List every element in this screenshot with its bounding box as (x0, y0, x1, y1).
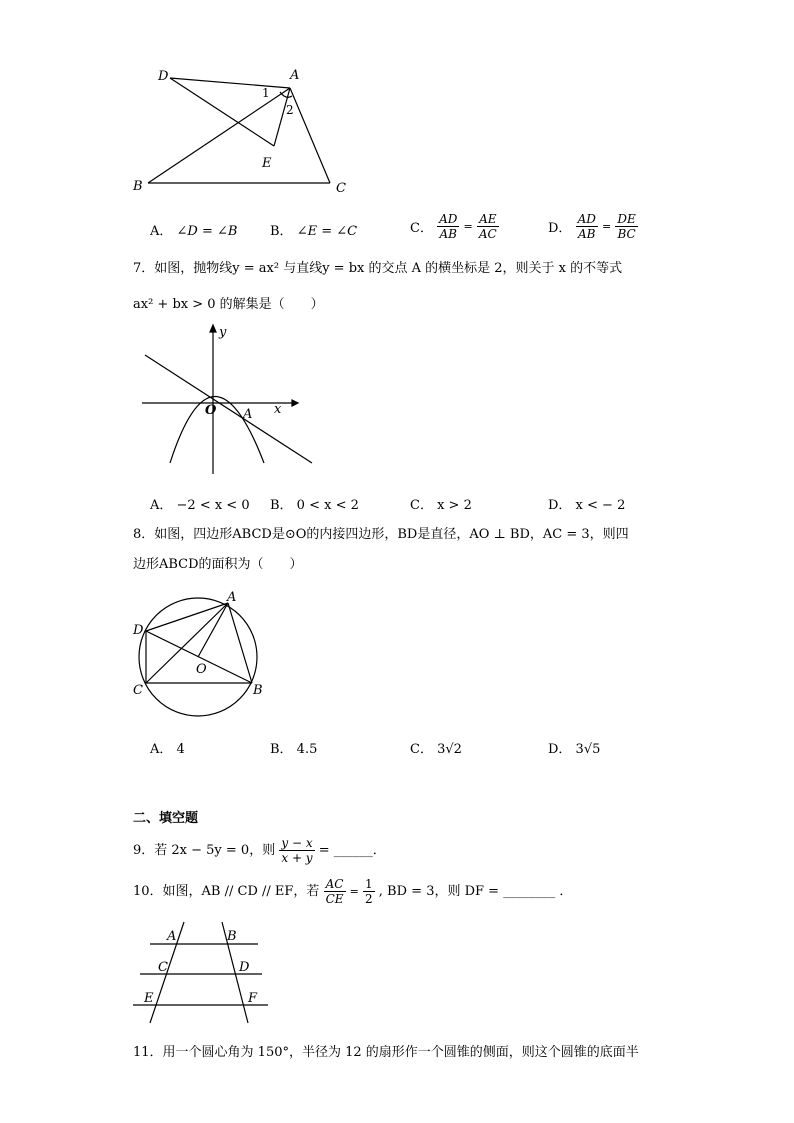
q10-label-a: A (167, 929, 177, 944)
q7-text-line2: ax² + bx > 0 的解集是（ ） (133, 297, 324, 312)
q6-c-frac2: $\frac{AE}{AC}$ (478, 212, 497, 241)
q8-text-line2: 边形ABCD的面积为（ ） (133, 557, 303, 572)
q6-label-2: 2 (286, 103, 294, 117)
q6-d-frac1: $\frac{AD}{AB}$ (577, 212, 596, 241)
q7-label-y: y (219, 325, 227, 340)
q7-label-o: O (205, 403, 217, 418)
q6-label-c: C (336, 181, 346, 196)
q6-label-b: B (133, 179, 143, 194)
q6-label-a: A (290, 68, 300, 83)
q6-option-c[interactable]: C． $\frac{AD}{AB}$ = $\frac{AE}{AC}$ (410, 212, 497, 241)
q7-option-d[interactable]: D． x < − 2 (548, 498, 626, 513)
q10-label-c: C (158, 960, 168, 975)
q8-label-d: D (133, 623, 144, 638)
q6-label-1: 1 (262, 86, 270, 100)
q6-label-e: E (262, 156, 272, 171)
q6-label-d: D (158, 69, 169, 84)
q8-option-b[interactable]: B． 4.5 (270, 742, 318, 757)
q10-label-e: E (144, 991, 154, 1006)
q10-text: 10．如图，AB // CD // EF，若 $\frac{AC}{CE}$ = $\frac{1}{2}$ , BD = 3，则 DF = ________ ． (133, 877, 573, 906)
q10-fraction-ac-ce: $\frac{AC}{CE}$ (325, 877, 344, 906)
q7-option-c[interactable]: C． x > 2 (410, 498, 472, 513)
q7-option-b[interactable]: B． 0 < x < 2 (270, 498, 359, 513)
q11-text-line1: 11．用一个圆心角为 150°，半径为 12 的扇形作一个圆锥的侧面，则这个圆锥的底面半 (133, 1045, 639, 1060)
q6-option-b[interactable]: B． ∠E = ∠C (270, 224, 358, 239)
q8-option-c[interactable]: C． 3√2 (410, 742, 462, 757)
q6-option-a[interactable]: A． ∠D = ∠B (150, 224, 238, 239)
q8-text-line1: 8．如图，四边形ABCD是⊙O的内接四边形，BD是直径，AO ⊥ BD，AC = 3，则四 (133, 527, 629, 542)
q8-option-d[interactable]: D． 3√5 (548, 742, 601, 757)
q9-fraction: $\frac{y - x}{x + y}$ (281, 836, 313, 865)
q10-label-b: B (227, 929, 237, 944)
q8-label-a: A (227, 590, 237, 605)
q7-label-x: x (274, 402, 282, 417)
q8-option-a[interactable]: A． 4 (150, 742, 185, 757)
q6-d-frac2: $\frac{DE}{BC}$ (617, 212, 636, 241)
q8-label-o: O (196, 662, 207, 677)
q8-label-c: C (133, 683, 143, 698)
q6-option-d[interactable]: D． $\frac{AD}{AB}$ = $\frac{DE}{BC}$ (548, 212, 636, 241)
q6-c-frac1: $\frac{AD}{AB}$ (439, 212, 458, 241)
q10-label-f: F (248, 991, 258, 1006)
q10-label-d: D (239, 960, 250, 975)
q8-label-b: B (253, 683, 263, 698)
section-title-fill-in: 二、填空题 (133, 811, 199, 826)
q7-option-a[interactable]: A． −2 < x < 0 (150, 498, 250, 513)
q10-fraction-half: $\frac{1}{2}$ (365, 877, 373, 906)
q7-text-line1: 7．如图，抛物线y = ax² 与直线y = bx 的交点 A 的横坐标是 2，则关于 x 的不等式 (133, 261, 623, 276)
q9-text: 9．若 2x − 5y = 0，则 $\frac{y - x}{x + y}$ = ______． (133, 836, 386, 865)
q7-label-a: A (243, 407, 253, 422)
